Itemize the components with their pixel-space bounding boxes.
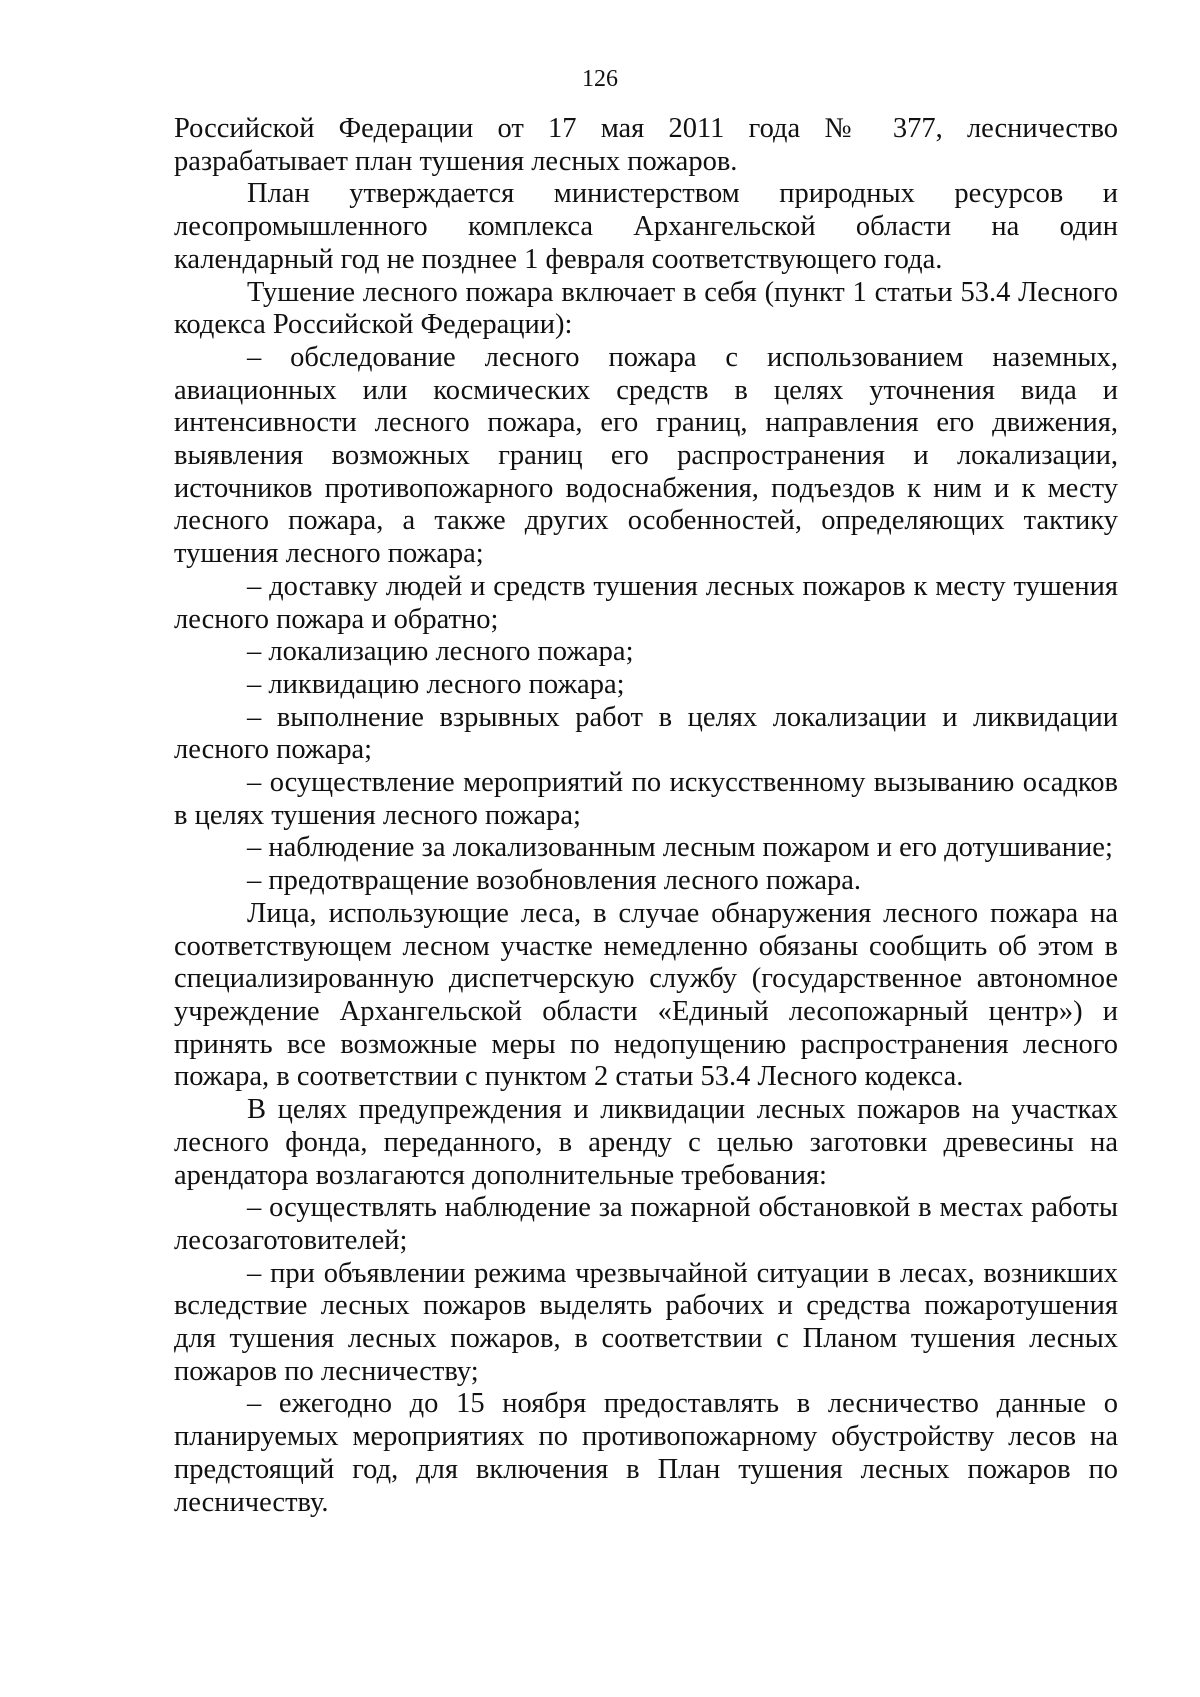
page-number: 126 [582,66,618,92]
list-item-monitoring: – наблюдение за локализованным лесным пожаром и его дотушивание; [247,832,1113,864]
paragraph-tenant-requirements: В целях предупреждения и ликвидации лесных пожаров на участках лесного фонда, переданного, в аренду с целью заготовки древесины на арендатора возлагаются дополнительные требования: [174,1094,1118,1191]
paragraph-continuation: Российской Федерации от 17 мая 2011 года № 377, лесничество разрабатывает план тушения лесных пожаров. [174,113,1118,177]
list-item-prevention: – предотвращение возобновления лесного пожара. [247,865,862,897]
paragraph-plan-approval: План утверждается министерством природных ресурсов и лесопромышленного комплекса Архангельской области на один календарный год не позднее 1 февраля соответствующего года. [174,178,1118,275]
list-item-localization: – локализацию лесного пожара; [247,636,634,668]
list-item-observation: – осуществлять наблюдение за пожарной обстановкой в местах работы лесозаготовителей; [174,1192,1118,1256]
list-item-emergency: – при объявлении режима чрезвычайной ситуации в лесах, возникших вследствие лесных пожаров выделять рабочих и средства пожаротушения для тушения лесных пожаров, в соответствии с Планом тушения лесных пожаров по лесничеству; [174,1257,1118,1387]
list-item-precipitation: – осуществление мероприятий по искусственному вызыванию осадков в целях тушения лесного пожара; [174,767,1118,831]
list-item-survey: – обследование лесного пожара с использованием наземных, авиационных или космических средств в целях уточнения вида и интенсивности лесного пожара, его границ, направления его движения, выявления возможных границ его распространения и локализации, источников противопожарного водоснабжения, подъездов к ним и к месту лесного пожара, а также других особенностей, определяющих тактику тушения лесного пожара; [174,341,1118,570]
document-body [174,113,1118,1519]
list-item-annual-report: – ежегодно до 15 ноября предоставлять в лесничество данные о планируемых мероприятиях по противопожарному обустройству лесов на предстоящий год, для включения в План тушения лесных пожаров по лесничеству. [174,1388,1118,1518]
list-item-delivery: – доставку людей и средств тушения лесных пожаров к месту тушения лесного пожара и обратно; [174,570,1118,635]
paragraph-extinguishing-intro: Тушение лесного пожара включает в себя (пункт 1 статьи 53.4 Лесного кодекса Российской Федерации): [174,276,1118,341]
list-item-blasting: – выполнение взрывных работ в целях локализации и ликвидации лесного пожара; [174,701,1118,766]
paragraph-forest-users: Лица, использующие леса, в случае обнаружения лесного пожара на соответствующем лесном участке немедленно обязаны сообщить об этом в специализированную диспетчерскую службу (государственное автономное учреждение Архангельской области «Единый лесопожарный центр») и принять все возможные меры по недопущению распространения лесного пожара, в соответствии с пунктом 2 статьи 53.4 Лесного кодекса. [174,897,1118,1093]
list-item-liquidation: – ликвидацию лесного пожара; [247,668,625,700]
